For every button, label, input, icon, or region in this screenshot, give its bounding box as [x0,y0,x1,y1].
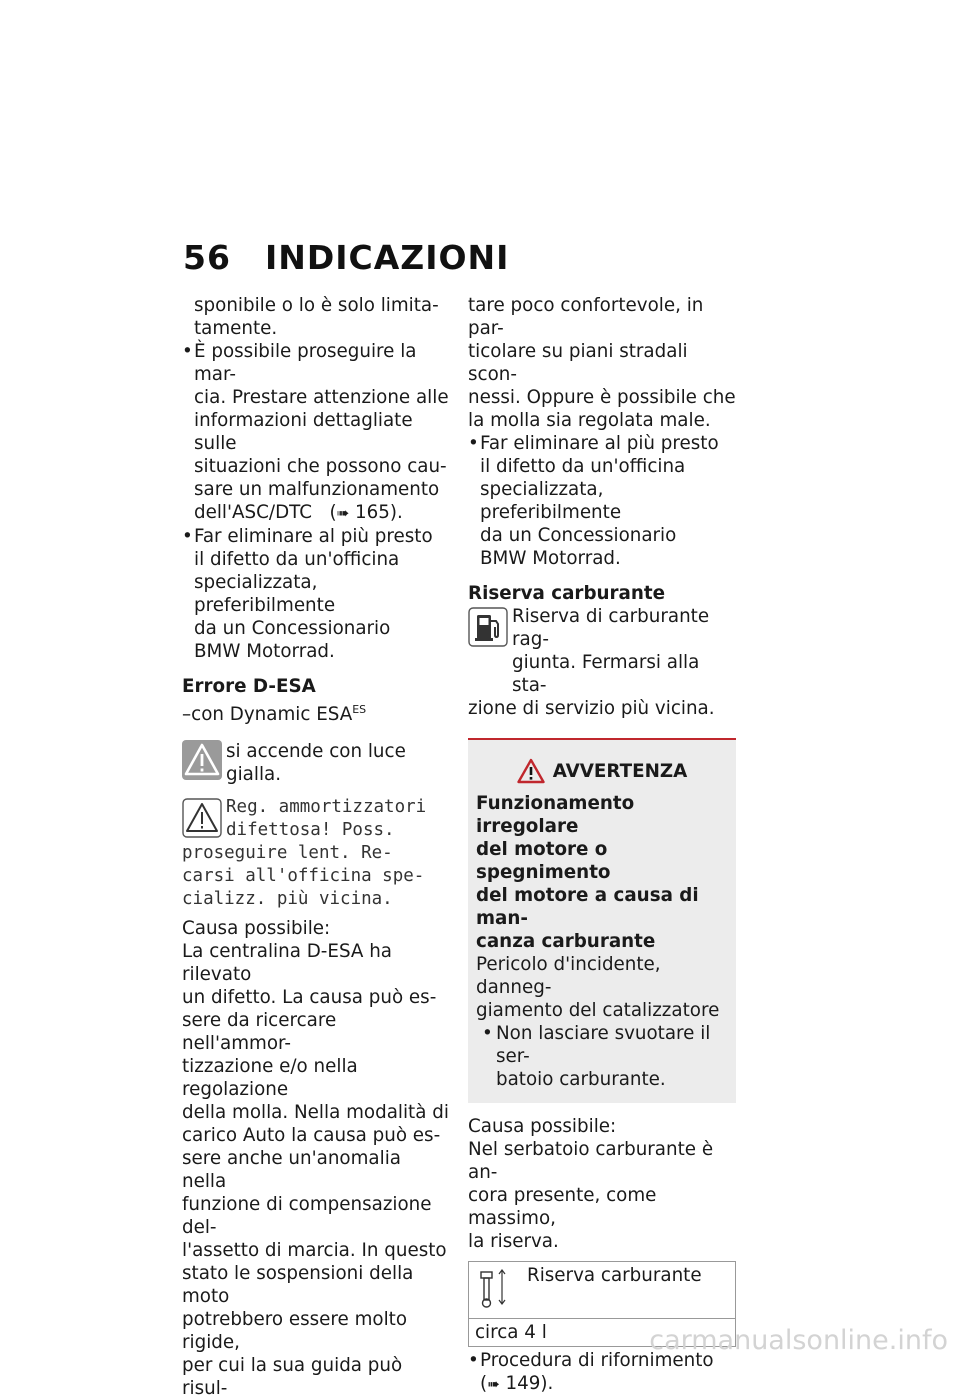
bullet-dot-icon: • [468,1350,479,1371]
general-warning-icon [182,740,222,780]
page-reference[interactable]: (➠ 149). [480,1373,554,1394]
right-column: tare poco confortevole, in par- ticolare su piani stradali scon- nessi. Oppure è possibile che la molla sia regolata male. • Far eliminare al più presto il difetto da un'officina specializzata, preferibilmente da un Concessionario BMW Motorrad. Riserva carburante Riserva di carburante rag- giunta. Fermarsi alla sta- zione di servizio più vicina. AVVERTENZA Funzionamento irregolare del motore o spegnimento del motore a causa di man- canza carburante Pericolo d'incidente, danneg- giamento del catalizzatore • Non lasciare svuotare il ser- batoio carburante. Causa possibile: Nel serbatoio carburante è an- cora presente, come massimo, la riserva. Riserva carburante circa 4 l • Procedura di rifornimento (➠ 149). [468,294,738,1396]
warning-box: AVVERTENZA Funzionamento irregolare del motore o spegnimento del motore a causa di man- canza carburante Pericolo d'incidente, danneg- giamento del catalizzatore • Non lasciare svuotare il ser- batoio carburante. [468,738,736,1103]
table-label: Riserva carburante [527,1265,702,1286]
bullet-dot-icon: • [182,526,193,547]
cause-label: Causa possibile: [182,918,331,940]
watermark: carmanualsonline.info [649,1325,948,1356]
text-line: tamente. [194,318,278,339]
text-line: tare poco confortevole, in par- [468,295,704,339]
text-line: la molla sia regolata male. [468,410,711,431]
section-subtitle: –con Dynamic $ESA^{ES}$ [182,703,367,726]
display-warning-icon [182,798,222,838]
fuel-pump-icon [468,607,508,647]
bullet-dot-icon: • [468,433,479,454]
warning-bullet: • Non lasciare svuotare il ser- batoio carburante. [482,1023,711,1090]
text-line: nessi. Oppure è possibile che [468,387,736,408]
esa-warning-row: si accende con luce gialla. [182,740,450,786]
page-reference[interactable]: (➠ 165). [329,502,403,523]
bullet-item: • Procedura di rifornimento (➠ 149). [468,1350,714,1394]
display-message: Reg. ammortizzatori difettosa! Poss. proseguire lent. Re- carsi all'officina spe- cializz. più vicina. [182,797,427,910]
table-value: circa 4 l [469,1319,736,1347]
text-line: ticolare su piani stradali scon- [468,341,688,385]
fuel-reserve-row: Riserva di carburante rag- giunta. Fermarsi alla sta- zione di servizio più vicina. [468,606,715,719]
cause-label: Causa possibile: [468,1116,617,1137]
section-title: Errore D-ESA [182,676,316,697]
cause-text: La centralina D-ESA ha rilevato un difetto. La causa può es- sere da ricercare nell'ammor- tizzazione e/o nella regolazione della molla. Nella modalità di carico Auto la causa può es- sere anche un'anomalia nella funzione di compensazione del- l'assetto di marcia. In questo stato le sospensioni della moto potrebbero essere molto rigide, per cui la sua guida può risul- [182,941,449,1400]
text-line: sponibile o lo è solo limita- [194,295,439,316]
bullet-item: • Far eliminare al più presto il difetto da un'officina specializzata, preferibilmente da un Concessionario BMW Motorrad. [182,526,433,662]
page-title: INDICAZIONI [264,238,510,277]
left-column [182,294,450,1400]
bullet-item: • È possibile proseguire la mar- cia. Prestare attenzione alle informazioni dettagliate sulle situazioni che possono cau- sare un malfunzionamento dell'ASC/DTC (➠ 165). [182,341,449,523]
warning-title: AVVERTENZA [476,758,728,784]
fuel-gauge-icon [475,1264,509,1310]
bullet-item: • Far eliminare al più presto il difetto da un'officina specializzata, preferibilmente da un Concessionario BMW Motorrad. [468,433,719,569]
warning-triangle-icon [517,758,545,784]
page-header [183,238,509,277]
section-title: Riserva carburante [468,583,666,604]
arrow-right-icon: ➠ [336,504,350,522]
page-number: 56 [183,238,231,277]
bullet-dot-icon: • [482,1023,493,1044]
arrow-right-icon: ➠ [487,1375,500,1393]
bullet-dot-icon: • [182,341,193,362]
